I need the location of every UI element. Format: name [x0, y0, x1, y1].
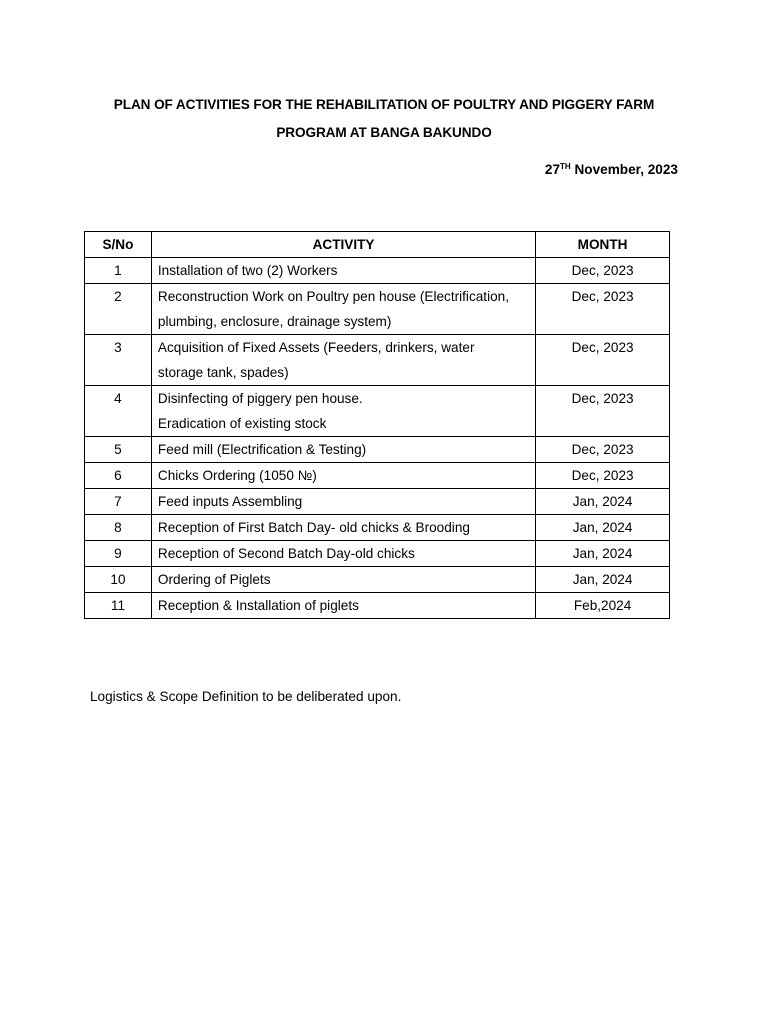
- activities-table: [84, 231, 670, 619]
- table-row: [85, 437, 670, 463]
- table-row: [85, 258, 670, 284]
- table-row: [85, 541, 670, 567]
- row-month: [536, 258, 670, 284]
- row-activity-line: Reception & Installation of piglets: [157, 598, 359, 613]
- row-sno: [85, 567, 152, 593]
- row-activity: [151, 335, 535, 386]
- row-month: [536, 489, 670, 515]
- date-suffix: TH: [560, 162, 571, 171]
- row-activity-line: Installation of two (2) Workers: [157, 263, 338, 278]
- row-activity: [151, 541, 535, 567]
- row-activity-line: Acquisition of Fixed Assets (Feeders, drinkers, water: [157, 340, 475, 355]
- row-month-text: Dec, 2023: [571, 391, 634, 406]
- table-row: [85, 515, 670, 541]
- header-sno: S/No: [85, 232, 152, 258]
- row-month: [536, 463, 670, 489]
- row-month-text: Dec, 2023: [571, 468, 634, 483]
- row-sno: [85, 593, 152, 619]
- row-sno: [85, 489, 152, 515]
- row-activity: [151, 463, 535, 489]
- row-activity-line: storage tank, spades): [157, 365, 289, 380]
- row-month: [536, 515, 670, 541]
- row-sno-text: 6: [114, 468, 122, 483]
- row-activity-line: plumbing, enclosure, drainage system): [157, 314, 392, 329]
- table-row: [85, 489, 670, 515]
- row-activity-line: Eradication of existing stock: [157, 416, 327, 431]
- row-sno: [85, 258, 152, 284]
- row-month: [536, 437, 670, 463]
- row-activity: [151, 515, 535, 541]
- row-sno-text: 7: [114, 494, 122, 509]
- row-month: [536, 335, 670, 386]
- row-month-text: Dec, 2023: [571, 263, 634, 278]
- row-month-text: Dec, 2023: [571, 442, 634, 457]
- row-activity-line: Disinfecting of piggery pen house.: [157, 391, 363, 406]
- row-activity: [151, 567, 535, 593]
- row-activity-line: Feed mill (Electrification & Testing): [157, 442, 367, 457]
- row-activity: [151, 593, 535, 619]
- row-activity-line: Ordering of Piglets: [157, 572, 271, 587]
- date-day: 27: [544, 162, 561, 177]
- row-activity-line: Reception of First Batch Day- old chicks & Brooding: [157, 520, 470, 535]
- row-sno: [85, 515, 152, 541]
- row-sno: [85, 541, 152, 567]
- row-sno: [85, 386, 152, 437]
- row-sno-text: 10: [110, 572, 126, 587]
- table-row: [85, 463, 670, 489]
- row-sno-text: 2: [114, 289, 122, 304]
- row-month-text: Jan, 2024: [572, 520, 633, 535]
- row-sno-text: 11: [110, 598, 126, 613]
- row-sno-text: 9: [114, 546, 122, 561]
- row-sno-text: 8: [114, 520, 122, 535]
- row-activity-line: Chicks Ordering (1050 №): [157, 468, 317, 483]
- row-sno: [85, 463, 152, 489]
- table-row: [85, 386, 670, 437]
- row-sno-text: 5: [114, 442, 122, 457]
- footer-note: Logistics & Scope Definition to be deliberated upon.: [90, 689, 402, 704]
- row-sno-text: 3: [114, 340, 122, 355]
- row-month-text: Jan, 2024: [572, 546, 633, 561]
- row-activity: [151, 258, 535, 284]
- row-activity-line: Reception of Second Batch Day-old chicks: [157, 546, 415, 561]
- row-month-text: Dec, 2023: [571, 340, 634, 355]
- row-month-text: Jan, 2024: [572, 494, 633, 509]
- document-date: [545, 162, 678, 177]
- table-body: [85, 258, 670, 619]
- date-month-year: November, 2023: [570, 162, 678, 177]
- row-activity: [151, 437, 535, 463]
- row-activity-line: Feed inputs Assembling: [157, 494, 303, 509]
- row-month: [536, 593, 670, 619]
- document-title-line-1: PLAN OF ACTIVITIES FOR THE REHABILITATION OF POULTRY AND PIGGERY FARM: [113, 97, 655, 112]
- row-activity-line: Reconstruction Work on Poultry pen house (Electrification,: [157, 289, 509, 304]
- document-title-line-2: PROGRAM AT BANGA BAKUNDO: [276, 125, 492, 140]
- row-month: [536, 386, 670, 437]
- row-month-text: Feb,2024: [573, 598, 632, 613]
- row-month: [536, 541, 670, 567]
- row-sno: [85, 335, 152, 386]
- header-month: MONTH: [536, 232, 670, 258]
- row-sno: [85, 437, 152, 463]
- table-row: [85, 284, 670, 335]
- row-month-text: Jan, 2024: [572, 572, 633, 587]
- row-activity: [151, 489, 535, 515]
- row-sno: [85, 284, 152, 335]
- table-header-row: [85, 232, 670, 258]
- row-sno-text: 1: [114, 263, 122, 278]
- row-month: [536, 567, 670, 593]
- table-row: [85, 593, 670, 619]
- table-row: [85, 335, 670, 386]
- row-month: [536, 284, 670, 335]
- header-activity: ACTIVITY: [151, 232, 535, 258]
- table-row: [85, 567, 670, 593]
- row-month-text: Dec, 2023: [571, 289, 634, 304]
- row-sno-text: 4: [114, 391, 122, 406]
- row-activity: [151, 386, 535, 437]
- row-activity: [151, 284, 535, 335]
